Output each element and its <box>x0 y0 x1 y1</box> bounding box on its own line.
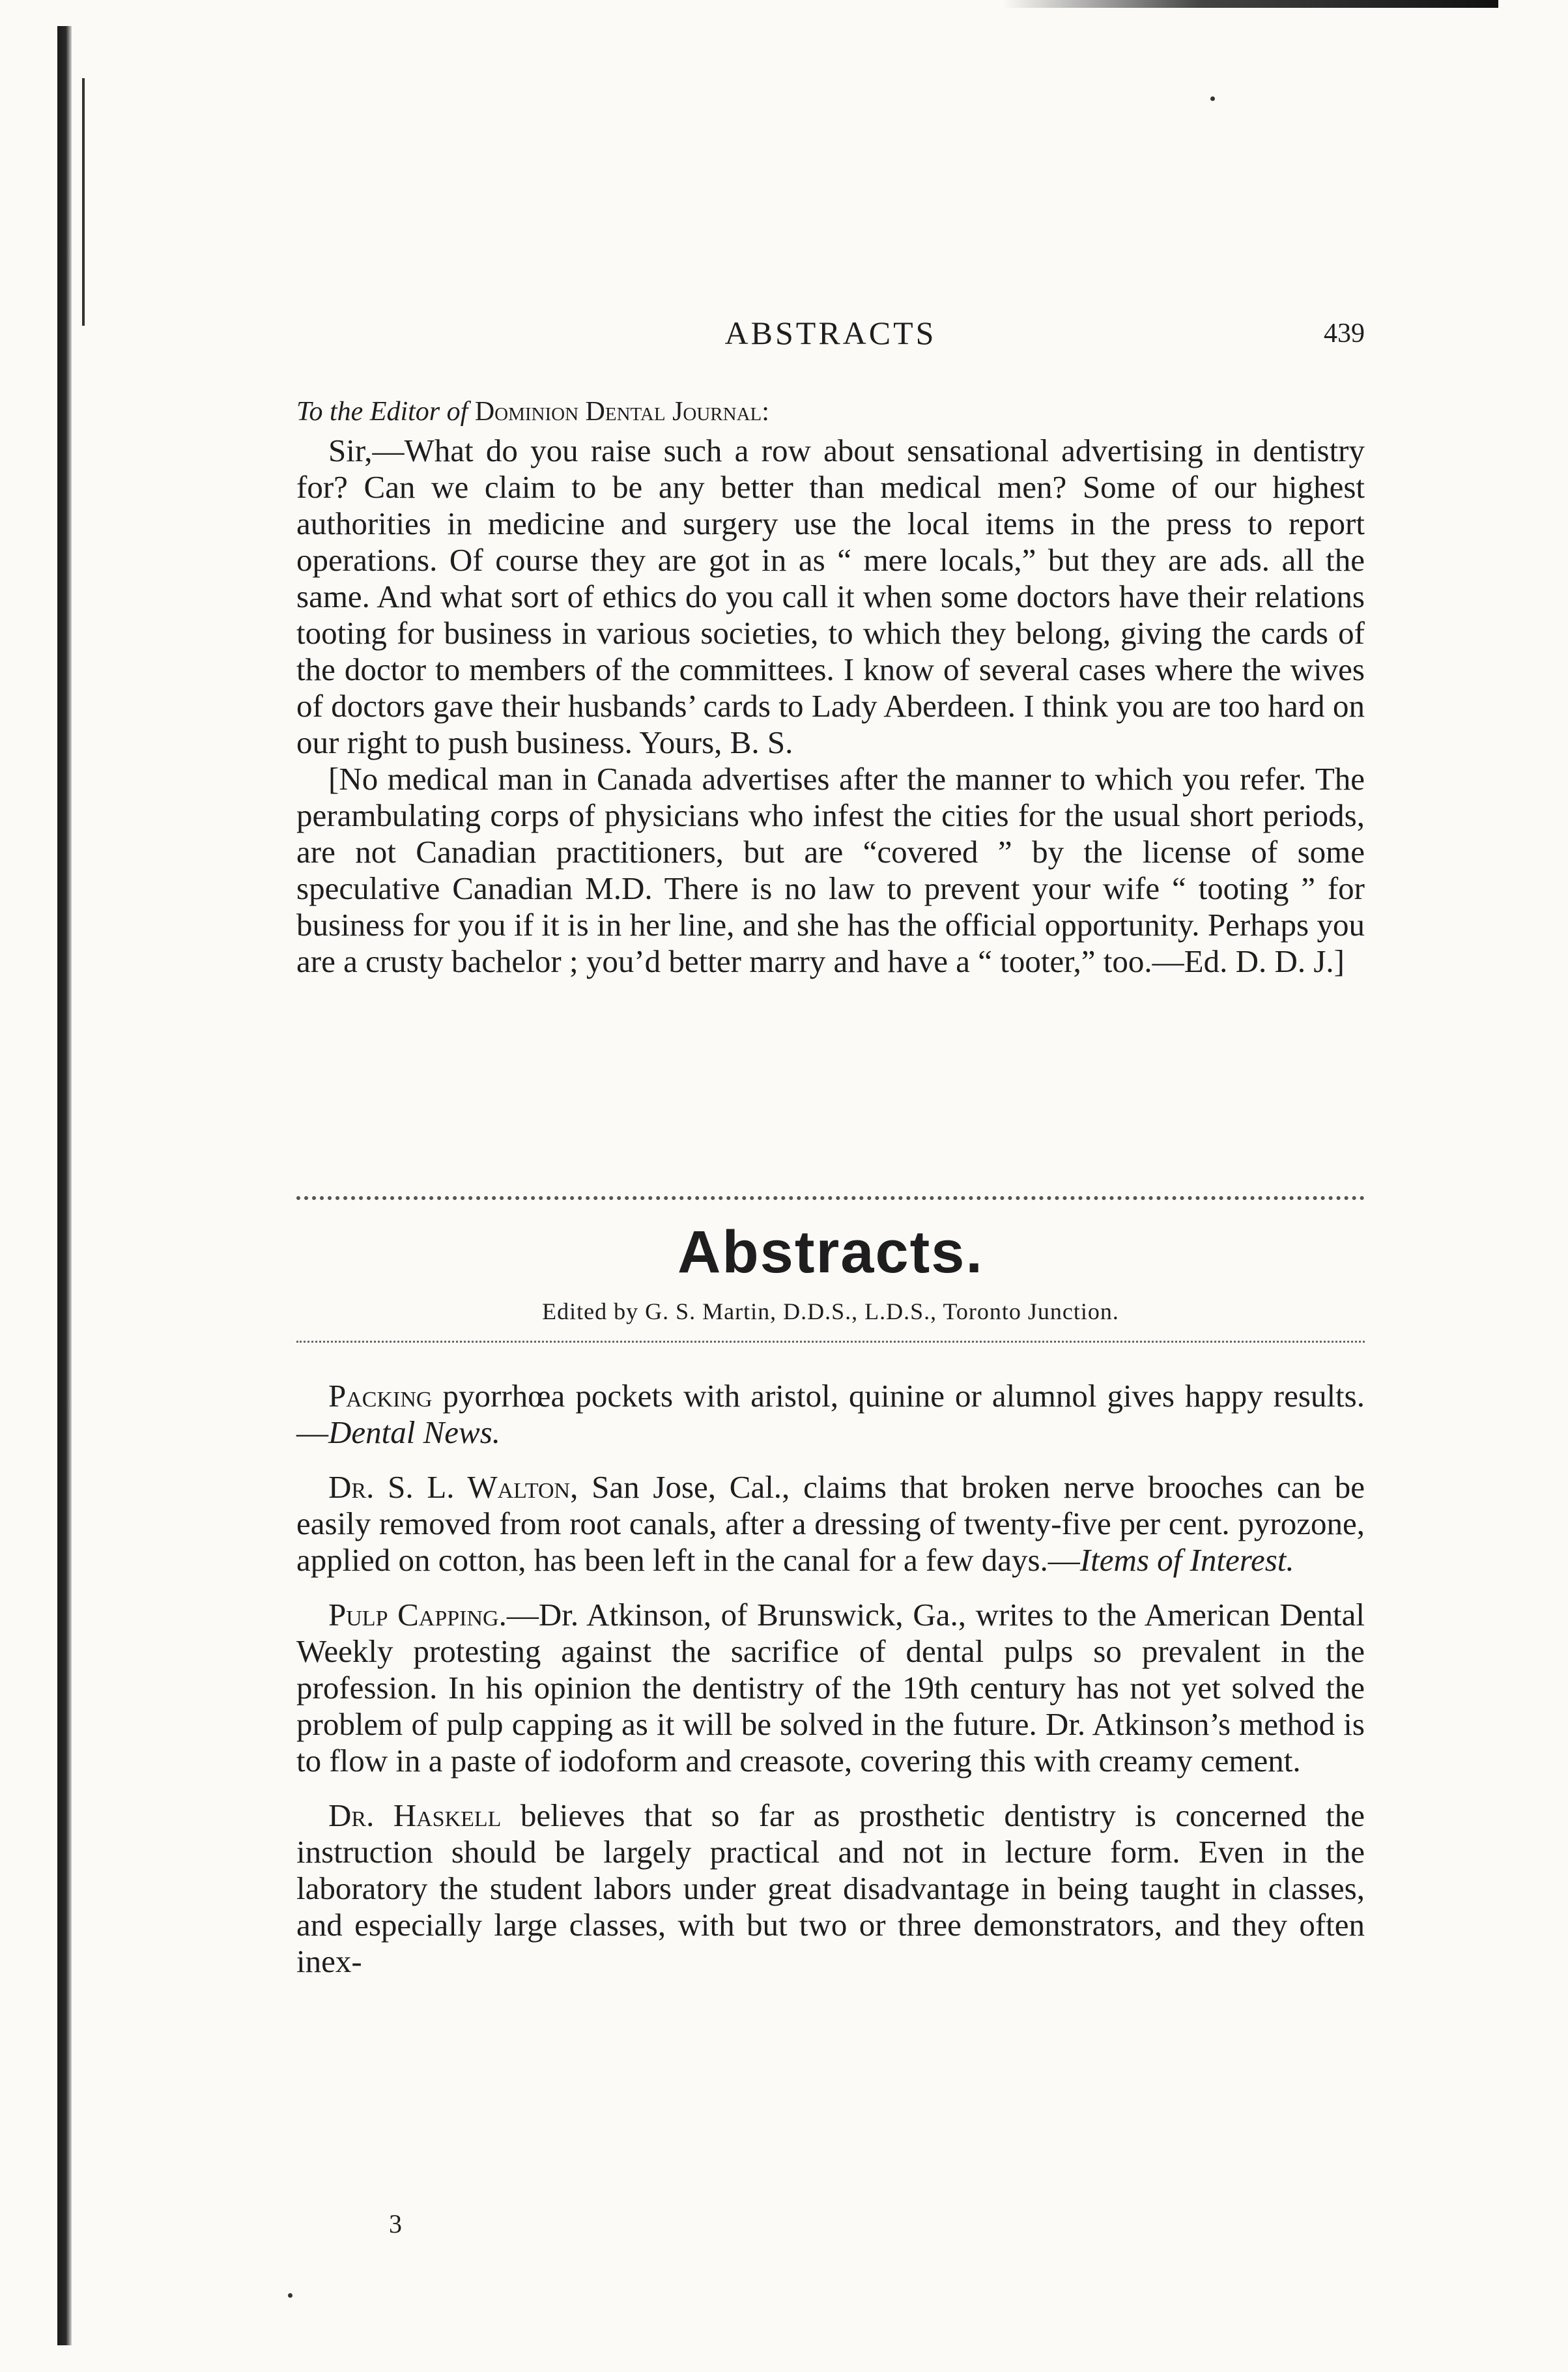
abstract-text: believes that so far as prosthetic dentistry is concerned the instruction should be largely practical and not in lecture form. Even in the laboratory the student labors under great disadvantage in being taught in classes, and especially large classes, with but two or three demonstrators, and they often inex- <box>296 1797 1365 1979</box>
abstract-text: pyorrhœa pockets with aristol, quinine or alumnol gives happy results.— <box>296 1378 1365 1450</box>
abstract-text: San Jose, Cal., claims that broken nerve brooches can be easily removed from root canals, after a dressing of twenty-five per cent. pyrozone, applied on cotton, has been left in the canal for a few days.— <box>296 1469 1365 1578</box>
page-number: 439 <box>1324 319 1365 349</box>
abstract-source: Items of Interest. <box>1079 1542 1294 1578</box>
abstract-items <box>296 1378 1365 1980</box>
section-byline: Edited by G. S. Martin, D.D.S., L.D.S., Toronto Junction. <box>542 1298 1119 1324</box>
scan-edge-left <box>57 26 72 2345</box>
abstract-lead: Dr. S. L. Walton, <box>328 1469 578 1505</box>
abstract-item <box>296 1378 1365 1451</box>
abstract-lead: Pulp Capping. <box>328 1597 507 1633</box>
section-heading: Abstracts. <box>677 1219 984 1285</box>
letter-salutation <box>296 393 1365 430</box>
abstract-item <box>296 1797 1365 1980</box>
section-separator <box>296 1196 1365 1200</box>
abstract-source: Dental News. <box>328 1414 501 1450</box>
salutation-journal: Dominion Dental Journal: <box>474 397 769 427</box>
abstract-lead: Dr. Haskell <box>328 1797 502 1833</box>
scan-speck <box>288 2293 292 2298</box>
abstract-text: —Dr. Atkinson, of Brunswick, Ga., writes to the American Dental Weekly protesting against the sacrifice of dental pulps so prevalent in the profession. In his opinion the dentistry of the 19th century has not yet solved the problem of pulp capping as it will be solved in the future. Dr. Atkinson’s method is to flow in a paste of iodoform and creasote, covering this with creamy cement. <box>296 1597 1365 1779</box>
running-title: ABSTRACTS <box>724 315 937 351</box>
abstract-item <box>296 1597 1365 1779</box>
salutation-prefix: To the Editor of <box>296 397 468 427</box>
scan-speck <box>1210 96 1215 101</box>
signature-mark: 3 <box>389 2209 402 2238</box>
running-head <box>296 314 1365 360</box>
byline-separator <box>296 1341 1365 1343</box>
scan-edge-streak <box>82 78 85 326</box>
abstract-lead: Packing <box>328 1378 433 1414</box>
letter-body: Sir,—What do you raise such a row about sensational advertising in dentistry for? Can we claim to be any better than medical men? Some of our highest authorities in medicine and surgery use the local items in the press to report operations. Of course they are got in as “ mere locals,” but they are ads. all the same. And what sort of ethics do you call it when some doctors have their relations tooting for business in various societies, to which they belong, giving the cards of the doctor to members of the committees. I know of several cases where the wives of doctors gave their husbands’ cards to Lady Aberdeen. I think you are too hard on our right to push business. Yours, B. S. <box>296 433 1365 760</box>
scan-edge-top <box>1003 0 1498 8</box>
editor-reply: [No medical man in Canada advertises after the manner to which you refer. The perambulating corps of physicians who infest the cities for the usual short periods, are not Canadian practitioners, but are “covered ” by the license of some speculative Canadian M.D. There is no law to prevent your wife “ tooting ” for business for you if it is in her line, and she has the official opportunity. Perhaps you are a crusty bachelor ; you’d better marry and have a “ tooter,” too.—Ed. D. D. J.] <box>296 761 1365 979</box>
abstract-item <box>296 1469 1365 1579</box>
letter-body-block <box>296 433 1365 980</box>
